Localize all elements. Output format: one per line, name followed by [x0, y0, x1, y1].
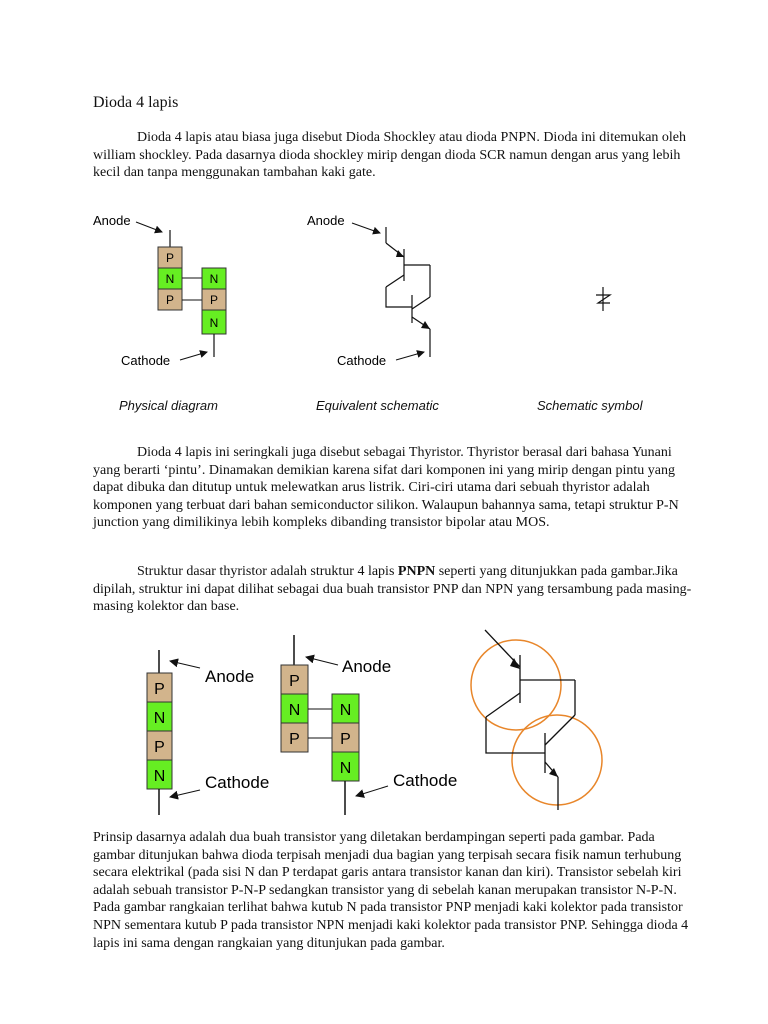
layer-label: P: [289, 673, 300, 690]
cathode-label-equivalent: Cathode: [337, 353, 387, 368]
caption-equivalent-schematic: Equivalent schematic: [316, 398, 439, 413]
layer-label: P: [209, 293, 219, 307]
split-stack-left: [281, 665, 308, 752]
layer-label: N: [288, 702, 301, 719]
figure-pnpn-structure: [0, 625, 768, 820]
paragraph-principle: [93, 829, 693, 952]
cathode-label-stack: Cathode: [205, 773, 270, 792]
paragraph-thyristor-text: Dioda 4 lapis ini seringkali juga disebut sebagai Thyristor. Thyristor berasal dari bahasa Yunani yang berarti ‘pintu’. Dinamakan demikian karena sifat dari komponen ini yang mirip dengan pintu yang dapat dibuka dan ditutup untuk melewatkan arus listrik. Ciri-ciri utama dari sebuah thyristor adalah komponen yang terbuat dari bahan semiconductor silikon. Walaupun bahannya sama, tetapi struktur P-N junction yang dimilikinya lebih kompleks dibanding transistor bipolar atau MOS.: [93, 445, 679, 531]
layer-label: N: [209, 272, 219, 286]
layer-label: P: [165, 293, 175, 307]
paragraph-principle-text: Prinsip dasarnya adalah dua buah transistor yang diletakan berdampingan seperti pada gambar. Pada gambar ditunjukan bahwa dioda terpisah menjadi dua bagian yang terpisah secara fisik namun terhubung secara elektrikal (pada sisi N dan P terdapat garis antara transistor kanan dan kiri). Transistor sebelah kiri adalah sebuah transistor P-N-P sedangkan transistor yang di sebelah kanan merupakan transistor N-P-N. Pada gambar rangkaian terlihat bahwa kutub N pada transistor PNP menjadi kaki kolektor pada transistor NPN sementara kutub P pada transistor NPN menjadi kaki kolektor pada transistor PNP. Sehingga dioda 4 lapis ini sama dengan rangkaian yang ditunjukan pada gambar.: [93, 830, 689, 951]
paragraph-structure-before: Struktur dasar thyristor adalah struktur 4 lapis: [137, 564, 398, 579]
shockley-symbol: [596, 287, 610, 311]
layer-label: N: [339, 702, 352, 719]
anode-label-stack: Anode: [205, 667, 255, 686]
layer-label: P: [154, 739, 165, 756]
paragraph-structure-bold: PNPN: [397, 564, 436, 579]
page-heading: Dioda 4 lapis: [93, 94, 179, 111]
layer-label: P: [165, 251, 175, 265]
layer-label: P: [340, 731, 351, 748]
four-layer-stack: [147, 673, 172, 789]
layer-label: N: [153, 710, 166, 727]
layer-label: N: [339, 760, 352, 777]
paragraph-structure-after: seperti yang ditunjukkan pada gambar.Jika dipilah, struktur ini dapat dilihat sebagai dua buah transistor PNP dan NPN yang tersambung pada masing-masing kolektor dan base.: [93, 564, 692, 615]
anode-label-physical: Anode: [93, 213, 131, 228]
anode-label-split: Anode: [342, 657, 392, 676]
cathode-label-physical: Cathode: [121, 353, 171, 368]
layer-stack-left: [158, 247, 182, 310]
layer-stack-right: [202, 268, 226, 334]
layer-label: N: [153, 768, 166, 785]
paragraph-intro: [93, 129, 693, 182]
layer-label: N: [165, 272, 175, 286]
layer-label: P: [289, 731, 300, 748]
layer-label: P: [154, 681, 165, 698]
caption-schematic-symbol: Schematic symbol: [537, 398, 643, 413]
paragraph-structure: [93, 563, 693, 616]
caption-physical-diagram: Physical diagram: [119, 398, 218, 413]
equivalent-schematic: [386, 227, 430, 357]
two-transistor-circuit: [471, 630, 602, 810]
figure-shockley-diode: [0, 205, 768, 405]
cathode-label-split: Cathode: [393, 771, 458, 790]
paragraph-intro-text: Dioda 4 lapis atau biasa juga disebut Dioda Shockley atau dioda PNPN. Dioda ini ditemukan oleh william shockley. Pada dasarnya dioda shockley mirip dengan dioda SCR namun dengan arus yang lebih kecil dan tanpa menggunakan tambahan kaki gate.: [93, 130, 687, 181]
split-stack-right: [332, 694, 359, 781]
paragraph-thyristor: [93, 444, 693, 532]
anode-label-equivalent: Anode: [307, 213, 345, 228]
layer-label: N: [209, 316, 219, 330]
